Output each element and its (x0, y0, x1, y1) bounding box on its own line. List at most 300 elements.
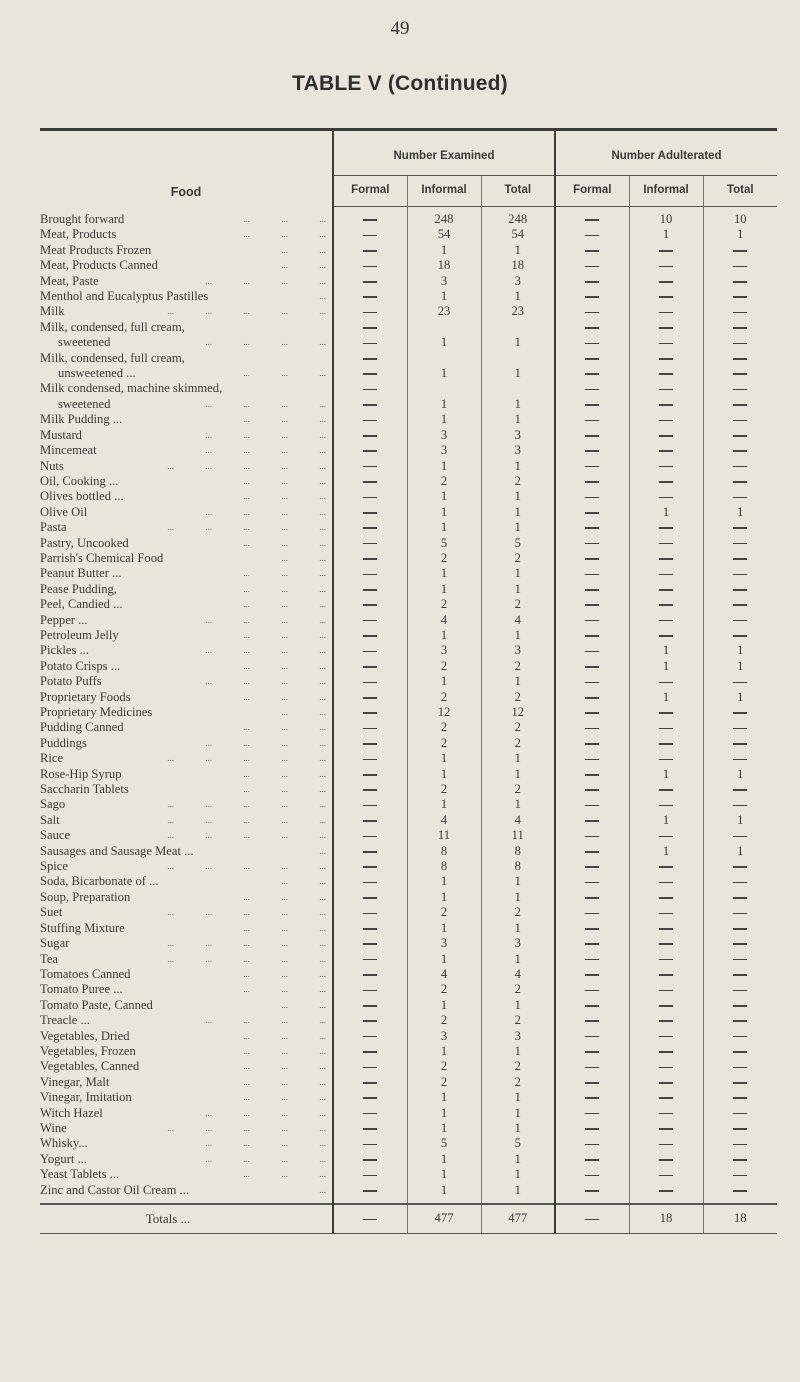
food-label: Nuts (40, 458, 64, 473)
leader-dots: ... (243, 753, 250, 764)
cell-adulterated-informal (629, 320, 703, 335)
leader-dots: ... (319, 522, 326, 533)
food-name (40, 397, 333, 412)
dash-mark (363, 312, 377, 314)
cell-examined-formal (333, 859, 407, 874)
table-row (40, 921, 777, 936)
food-label: Milk, condensed, full cream, (40, 319, 185, 334)
leader-dots: ... (243, 1122, 250, 1133)
food-line (40, 304, 332, 319)
cell-adulterated-informal (629, 1059, 703, 1074)
cell-adulterated-total (703, 582, 777, 597)
dot-leaders (102, 674, 326, 689)
food-line (40, 767, 332, 782)
dash-mark (585, 373, 599, 375)
leader-dots: ... (205, 1138, 212, 1149)
food-name (40, 1059, 333, 1074)
cell-value: 2 (440, 720, 448, 735)
food-label: Sauce (40, 828, 71, 843)
cell-adulterated-informal (629, 1075, 703, 1090)
leader-dots: ... (243, 953, 250, 964)
food-label: Proprietary Medicines (40, 705, 153, 719)
leader-dots: ... (319, 768, 326, 779)
cell-examined-total (481, 397, 555, 412)
cell-examined-formal (333, 720, 407, 735)
cell-value: 1 (662, 643, 670, 658)
cell-examined-informal (407, 412, 481, 427)
dash-mark (733, 1036, 747, 1038)
cell-value: 18 (511, 258, 525, 273)
leader-dots: ... (319, 722, 326, 733)
table-row (40, 351, 777, 366)
cell-adulterated-informal (629, 782, 703, 797)
cell-adulterated-total (703, 351, 777, 366)
food-line (40, 351, 332, 366)
cell-examined-informal (407, 207, 481, 228)
cell-value: 1 (514, 751, 521, 766)
dash-mark (585, 743, 599, 745)
food-name (40, 797, 333, 812)
dash-mark (585, 1190, 599, 1192)
dash-mark (363, 420, 377, 422)
dash-mark (585, 1219, 599, 1221)
cell-value: 54 (511, 227, 525, 242)
leader-dots: ... (281, 737, 288, 748)
cell-examined-formal (333, 952, 407, 967)
dot-leaders (124, 720, 326, 735)
dash-mark (585, 635, 599, 637)
dot-leaders (124, 489, 326, 504)
leader-dots: ... (243, 506, 250, 517)
food-line (40, 967, 332, 982)
cell-value: 11 (437, 828, 451, 843)
dash-mark (659, 805, 673, 807)
food-line (40, 227, 332, 242)
food-line (40, 952, 332, 967)
cell-adulterated-total (703, 797, 777, 812)
cell-examined-informal (407, 613, 481, 628)
dash-mark (363, 512, 377, 514)
cell-value: 8 (514, 859, 521, 874)
leader-dots: ... (319, 1153, 326, 1164)
leader-dots: ... (167, 938, 174, 949)
cell-adulterated-formal (555, 1167, 629, 1182)
dash-mark (585, 497, 599, 499)
table-row (40, 304, 777, 319)
cell-examined-informal (407, 381, 481, 396)
dash-mark (733, 789, 747, 791)
leader-dots: ... (319, 291, 326, 302)
leader-dots: ... (243, 676, 250, 687)
cell-examined-informal (407, 859, 481, 874)
cell-examined-formal (333, 474, 407, 489)
header-food: Food (170, 185, 202, 200)
cell-examined-informal (407, 952, 481, 967)
cell-adulterated-total (703, 674, 777, 689)
dash-mark (363, 882, 377, 884)
dash-mark (363, 389, 377, 391)
cell-examined-total (481, 1106, 555, 1121)
food-label: Vegetables, Dried (40, 1028, 130, 1043)
cell-examined-informal (407, 690, 481, 705)
cell-examined-total (481, 828, 555, 843)
cell-examined-total (481, 428, 555, 443)
leader-dots: ... (205, 398, 212, 409)
dash-mark (659, 1005, 673, 1007)
dash-mark (363, 404, 377, 406)
cell-adulterated-total (703, 982, 777, 997)
leader-dots: ... (205, 737, 212, 748)
dot-leaders (163, 551, 326, 566)
cell-value: 1 (440, 1043, 448, 1058)
leader-dots: ... (205, 1122, 212, 1133)
leader-dots: ... (281, 506, 288, 517)
cell-examined-informal (407, 782, 481, 797)
leader-dots: ... (281, 398, 288, 409)
cell-examined-total (481, 998, 555, 1013)
dash-mark (659, 450, 673, 452)
dash-mark (659, 296, 673, 298)
dot-leaders (118, 474, 326, 489)
food-line (40, 643, 332, 658)
dash-mark (733, 497, 747, 499)
dash-mark (363, 913, 377, 915)
leader-dots: ... (167, 953, 174, 964)
food-name (40, 613, 333, 628)
cell-adulterated-informal (629, 1106, 703, 1121)
leader-dots: ... (205, 645, 212, 656)
dot-leaders (130, 890, 326, 905)
leader-dots: ... (281, 1138, 288, 1149)
table-row (40, 397, 777, 412)
cell-adulterated-formal (555, 1204, 629, 1234)
cell-examined-informal (407, 566, 481, 581)
dash-mark (585, 466, 599, 468)
dash-mark (659, 1144, 673, 1146)
cell-examined-total (481, 659, 555, 674)
leader-dots: ... (281, 306, 288, 317)
cell-adulterated-informal (629, 1013, 703, 1028)
cell-examined-formal (333, 274, 407, 289)
leader-dots: ... (243, 414, 250, 425)
cell-value: 1 (514, 627, 521, 642)
dot-leaders (124, 212, 326, 227)
food-line (40, 1136, 332, 1151)
cell-examined-formal (333, 751, 407, 766)
table-row (40, 597, 777, 612)
food-name (40, 643, 333, 658)
cell-value: 3 (514, 427, 521, 442)
dash-mark (585, 897, 599, 899)
cell-value: 1 (440, 674, 448, 689)
leader-dots: ... (205, 830, 212, 841)
dash-mark (363, 1144, 377, 1146)
cell-examined-formal (333, 227, 407, 242)
leader-dots: ... (319, 814, 326, 825)
leader-dots: ... (319, 1076, 326, 1087)
cell-value: 5 (514, 535, 521, 550)
cell-adulterated-total (703, 274, 777, 289)
cell-examined-formal (333, 304, 407, 319)
dot-leaders (70, 828, 326, 843)
dash-mark (363, 1020, 377, 1022)
cell-value: 1 (440, 1090, 448, 1105)
leader-dots: ... (243, 1169, 250, 1180)
dash-mark (659, 312, 673, 314)
cell-value: 3 (440, 643, 448, 658)
leader-dots: ... (243, 429, 250, 440)
cell-adulterated-total (703, 1044, 777, 1059)
cell-value: 18 (437, 258, 451, 273)
leader-dots: ... (281, 337, 288, 348)
cell-value: 1 (514, 489, 521, 504)
food-line (40, 1152, 332, 1167)
dash-mark (733, 343, 747, 345)
cell-value: 1 (514, 1167, 521, 1182)
cell-value: 1 (514, 674, 521, 689)
dot-leaders (89, 643, 326, 658)
dash-mark (733, 620, 747, 622)
cell-adulterated-formal (555, 952, 629, 967)
dash-mark (585, 943, 599, 945)
leader-dots: ... (243, 1061, 250, 1072)
cell-adulterated-formal (555, 643, 629, 658)
leader-dots: ... (319, 845, 326, 856)
leader-dots: ... (243, 614, 250, 625)
dash-mark (659, 373, 673, 375)
dash-mark (585, 512, 599, 514)
cell-adulterated-informal (629, 1183, 703, 1204)
cell-adulterated-total (703, 243, 777, 258)
dot-leaders (119, 628, 326, 643)
dash-mark (733, 1175, 747, 1177)
leader-dots: ... (281, 1030, 288, 1041)
cell-examined-informal (407, 1152, 481, 1167)
dash-mark (659, 404, 673, 406)
cell-adulterated-total (703, 1152, 777, 1167)
cell-value: 3 (440, 936, 448, 951)
leader-dots: ... (281, 583, 288, 594)
food-label: sweetened (58, 335, 111, 350)
cell-examined-formal (333, 1152, 407, 1167)
dash-mark (363, 1082, 377, 1084)
dash-mark (659, 574, 673, 576)
food-name (40, 905, 333, 920)
dash-mark (363, 450, 377, 452)
leader-dots: ... (319, 1061, 326, 1072)
cell-value: 1 (662, 658, 670, 673)
table-row (40, 628, 777, 643)
dash-mark (363, 697, 377, 699)
dash-mark (659, 481, 673, 483)
cell-adulterated-total (703, 613, 777, 628)
food-name (40, 474, 333, 489)
food-label: Pease Pudding, (40, 581, 117, 596)
food-name (40, 1044, 333, 1059)
dash-mark (659, 1113, 673, 1115)
food-name (40, 952, 333, 967)
dash-mark (733, 759, 747, 761)
leader-dots: ... (319, 861, 326, 872)
dash-mark (363, 296, 377, 298)
leader-dots: ... (281, 1122, 288, 1133)
table-row (40, 274, 777, 289)
table-row (40, 720, 777, 735)
leader-dots: ... (243, 599, 250, 610)
food-name (40, 736, 333, 751)
dash-mark (363, 343, 377, 345)
dash-mark (733, 481, 747, 483)
food-label: Meat Products Frozen (40, 242, 152, 257)
cell-value: 10 (733, 212, 747, 226)
food-label: Milk Pudding ... (40, 412, 123, 427)
dot-leaders (151, 243, 326, 258)
dash-mark (585, 789, 599, 791)
leader-dots: ... (243, 445, 250, 456)
leader-dots: ... (281, 768, 288, 779)
dash-mark (363, 1051, 377, 1053)
cell-examined-total (481, 243, 555, 258)
leader-dots: ... (243, 784, 250, 795)
dot-leaders (123, 597, 326, 612)
food-line (40, 366, 332, 381)
food-label: Puddings (40, 735, 87, 750)
cell-examined-total (481, 982, 555, 997)
dash-mark (363, 928, 377, 930)
cell-value: 1 (662, 766, 670, 781)
food-name (40, 1013, 333, 1028)
cell-adulterated-total (703, 304, 777, 319)
food-line (40, 258, 332, 273)
dot-leaders (208, 289, 326, 304)
cell-value: 1 (514, 797, 521, 812)
cell-value: 1 (514, 766, 521, 781)
cell-adulterated-total (703, 397, 777, 412)
cell-value: 1 (514, 396, 521, 411)
dash-mark (659, 1190, 673, 1192)
cell-value: 8 (514, 843, 521, 858)
leader-dots: ... (243, 1030, 250, 1041)
dash-mark (585, 1128, 599, 1130)
cell-value: 1 (440, 366, 448, 381)
leader-dots: ... (319, 938, 326, 949)
cell-examined-total (481, 1044, 555, 1059)
food-label: Pudding Canned (40, 720, 124, 735)
dash-mark (659, 1067, 673, 1069)
food-line (40, 736, 332, 751)
dot-leaders (87, 1152, 326, 1167)
leader-dots: ... (281, 445, 288, 456)
leader-dots: ... (243, 799, 250, 810)
dash-mark (659, 604, 673, 606)
dash-mark (363, 435, 377, 437)
table-row (40, 1013, 777, 1028)
food-label: Sausages and Sausage Meat ... (40, 843, 194, 858)
food-line (40, 397, 332, 412)
cell-value: 3 (440, 1028, 448, 1043)
dash-mark (733, 1005, 747, 1007)
food-name (40, 1183, 333, 1204)
leader-dots: ... (167, 460, 174, 471)
leader-dots: ... (243, 213, 250, 224)
cell-adulterated-total (703, 320, 777, 335)
food-label: Parrish's Chemical Food (40, 550, 164, 565)
cell-examined-informal (407, 551, 481, 566)
cell-value: 2 (514, 1013, 521, 1028)
cell-examined-total (481, 1136, 555, 1151)
leader-dots: ... (319, 491, 326, 502)
cell-examined-informal (407, 366, 481, 381)
dash-mark (733, 959, 747, 961)
cell-value: 1 (440, 489, 448, 504)
cell-adulterated-total (703, 412, 777, 427)
food-line (40, 489, 332, 504)
cell-adulterated-formal (555, 628, 629, 643)
dash-mark (733, 1051, 747, 1053)
cell-adulterated-informal (629, 489, 703, 504)
cell-examined-informal (407, 1013, 481, 1028)
dash-mark (585, 1067, 599, 1069)
cell-examined-total (481, 859, 555, 874)
food-name (40, 489, 333, 504)
cell-adulterated-total (703, 443, 777, 458)
leader-dots: ... (319, 1184, 326, 1195)
cell-value: 12 (437, 705, 451, 719)
dash-mark (659, 943, 673, 945)
cell-value: 1 (737, 812, 744, 827)
cell-adulterated-informal (629, 890, 703, 905)
dot-leaders (63, 751, 326, 766)
food-label: Mincemeat (40, 443, 97, 458)
leader-dots: ... (319, 306, 326, 317)
dot-leaders (136, 1044, 326, 1059)
cell-examined-formal (333, 674, 407, 689)
dash-mark (659, 1097, 673, 1099)
cell-value: 2 (440, 782, 448, 797)
table-row (40, 936, 777, 951)
leader-dots: ... (243, 1138, 250, 1149)
cell-examined-formal (333, 443, 407, 458)
cell-examined-informal (407, 767, 481, 782)
dash-mark (585, 1144, 599, 1146)
dash-mark (733, 743, 747, 745)
leader-dots: ... (205, 861, 212, 872)
cell-examined-total (481, 320, 555, 335)
cell-adulterated-informal (629, 227, 703, 242)
cell-examined-formal (333, 1136, 407, 1151)
table-row (40, 1029, 777, 1044)
food-label: Sago (40, 797, 66, 812)
leader-dots: ... (281, 722, 288, 733)
leader-dots: ... (205, 275, 212, 286)
dash-mark (659, 866, 673, 868)
cell-adulterated-total (703, 905, 777, 920)
cell-value: 1 (514, 520, 521, 535)
cell-value: 2 (514, 689, 521, 704)
table-row (40, 243, 777, 258)
leader-dots: ... (205, 429, 212, 440)
food-line (40, 859, 332, 874)
leader-dots: ... (319, 999, 326, 1010)
dash-mark (659, 1036, 673, 1038)
leader-dots: ... (205, 337, 212, 348)
dash-mark (733, 327, 747, 329)
leader-dots: ... (243, 861, 250, 872)
food-line (40, 597, 332, 612)
dash-mark (585, 1097, 599, 1099)
food-name (40, 1075, 333, 1090)
dash-mark (733, 404, 747, 406)
